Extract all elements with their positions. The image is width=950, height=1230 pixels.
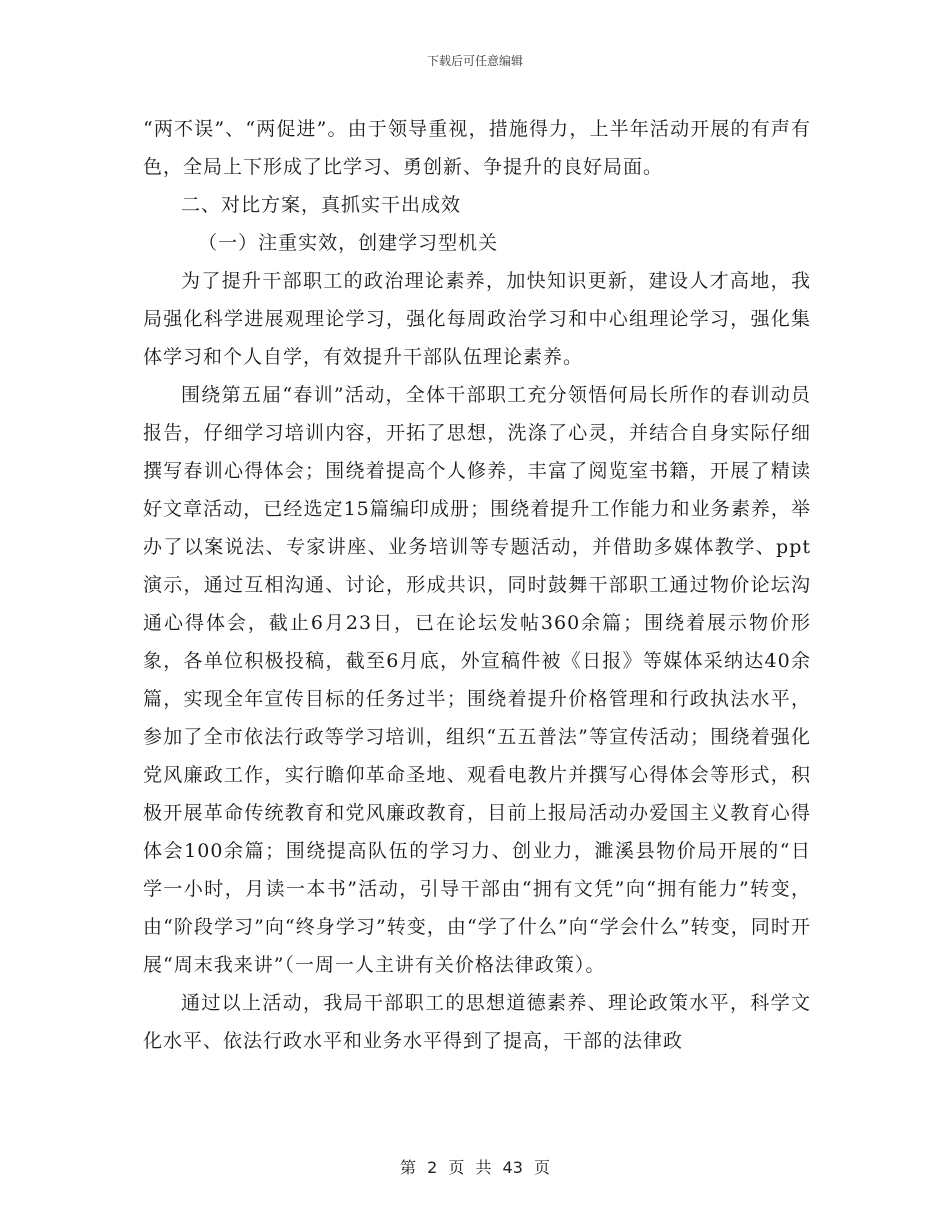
paragraph: 为了提升干部职工的政治理论素养，加快知识更新，建设人才高地，我局强化科学进展观理论学习，强化每周政治学习和中心组理论学习，强化集体学习和个人自学，有效提升干部队伍理论素养。 (143, 270, 811, 368)
document-body (143, 110, 811, 1060)
paragraph: 通过以上活动，我局干部职工的思想道德素养、理论政策水平，科学文化水平、依法行政水平和业务水平得到了提高，干部的法律政 (143, 992, 811, 1052)
section-heading: 二、对比方案，真抓实干出成效 (181, 194, 462, 216)
paragraph-continuation: “两不误”、“两促进”。由于领导重视，措施得力，上半年活动开展的有声有色，全局上下形成了比学习、勇创新、争提升的良好局面。 (143, 118, 811, 178)
page-number-footer: 第 2 页 共 43 页 (400, 1158, 550, 1177)
page-header-note: 下载后可任意编辑 (426, 54, 523, 68)
subsection-heading: （一）注重实效，创建学习型机关 (198, 232, 499, 254)
paragraph: 围绕第五届“春训”活动，全体干部职工充分领悟何局长所作的春训动员报告，仔细学习培训内容，开拓了思想，洗涤了心灵，并结合自身实际仔细撰写春训心得体会；围绕着提高个人修养，丰富了阅览室书籍，开展了精读好文章活动，已经选定15篇编印成册；围绕着提升工作能力和业务素养，举办了以案说法、专家讲座、业务培训等专题活动，并借助多媒体教学、ppt演示，通过互相沟通、讨论，形成共识，同时鼓舞干部职工通过物价论坛沟通心得体会，截止6月23日，已在论坛发帖360余篇；围绕着展示物价形象，各单位积极投稿，截至6月底，外宣稿件被《日报》等媒体采纳达40余篇，实现全年宣传目标的任务过半；围绕着提升价格管理和行政执法水平，参加了全市依法行政等学习培训，组织“五五普法”等宣传活动；围绕着强化党风廉政工作，实行瞻仰革命圣地、观看电教片并撰写心得体会等形式，积极开展革命传统教育和党风廉政教育，目前上报局活动办爱国主义教育心得体会100余篇；围绕提高队伍的学习力、创业力，濉溪县物价局开展的“日学一小时，月读一本书”活动，引导干部由“拥有文凭”向“拥有能力”转变，由“阶段学习”向“终身学习”转变，由“学了什么”向“学会什么”转变，同时开展“周末我来讲”（一周一人主讲有关价格法律政策）。 (143, 384, 811, 976)
